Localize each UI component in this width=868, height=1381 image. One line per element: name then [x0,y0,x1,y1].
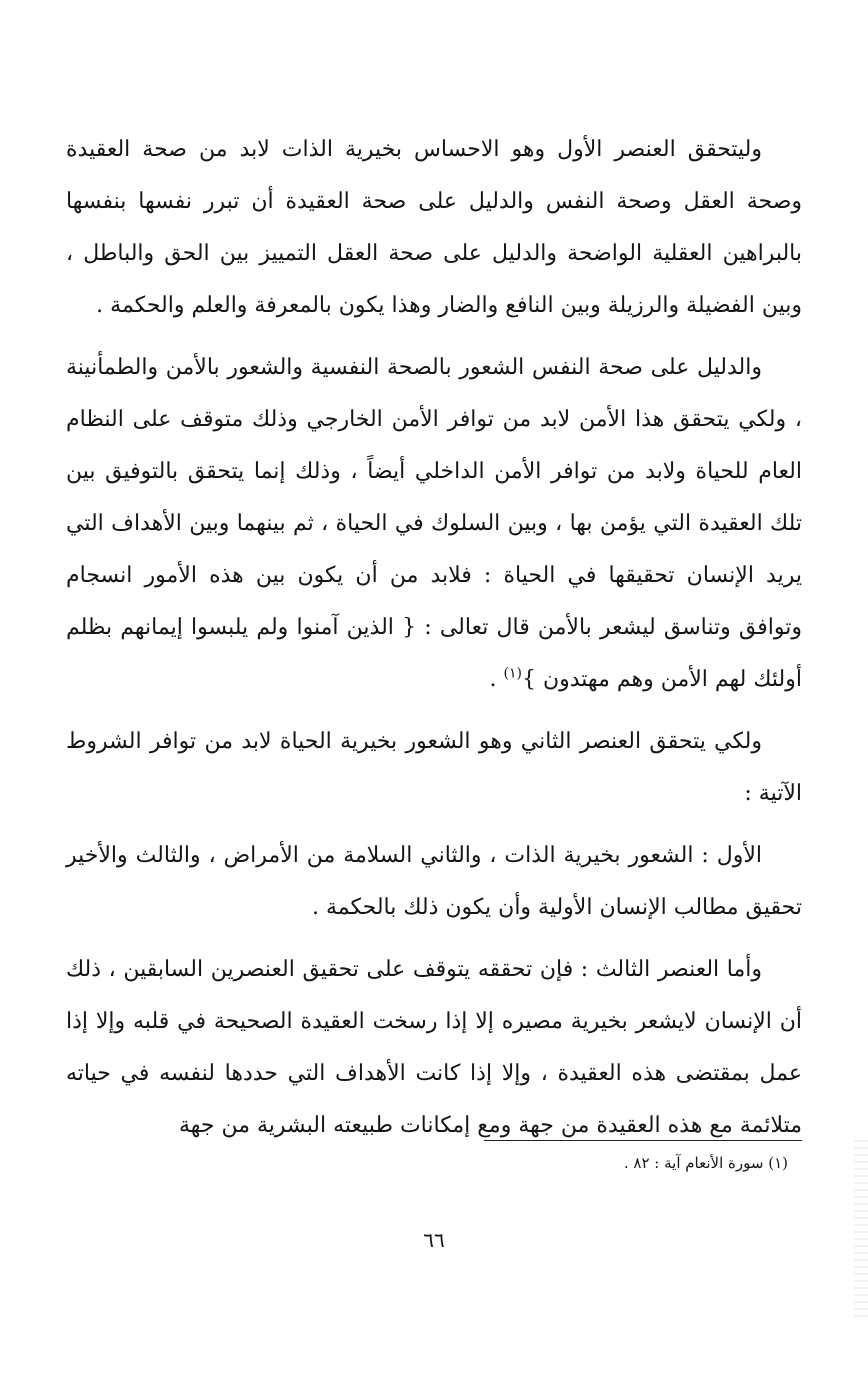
paragraph-1-text: وليتحقق العنصر الأول وهو الاحساس بخيرية الذات لابد من صحة العقيدة وصحة العقل وصحة النفس والدليل على صحة العقيدة أن تبرر نفسها بنفسها بالبراهين العقلية الواضحة والدليل على صحة العقل التمييز بين الحق والباطل ، وبين الفضيلة والرزيلة وبين النافع والضار وهذا يكون بالمعرفة والعلم والحكمة . [66,137,802,318]
paragraph-2 [66,342,802,706]
paragraph-3-text: ولكي يتحقق العنصر الثاني وهو الشعور بخيرية الحياة لابد من توافر الشروط الآتية : [66,729,802,806]
paragraph-1 [66,124,802,332]
paragraph-4-text: الأول : الشعور بخيرية الذات ، والثاني السلامة من الأمراض ، والثالث والأخير تحقيق مطالب الإنسان الأولية وأن يكون ذلك بالحكمة . [66,843,802,920]
page-number: ٦٦ [423,1228,445,1252]
paragraph-5 [66,944,802,1152]
footnote-separator [484,1140,802,1141]
paragraph-4 [66,830,802,934]
body-text [66,124,802,1152]
paragraph-2-text: والدليل على صحة النفس الشعور بالصحة النفسية والشعور بالأمن والطمأنينة ، ولكي يتحقق هذا الأمن لابد من توافر الأمن الخارجي وذلك متوقف على النظام العام للحياة ولابد من توافر الأمن الداخلي أيضاً ، وذلك إنما يتحقق بالتوفيق بين تلك العقيدة التي يؤمن بها ، وبين السلوك في الحياة ، ثم بينهما وبين الأهداف التي يريد الإنسان تحقيقها في الحياة : فلابد من أن يكون بين هذه الأمور انسجام وتوافق وتناسق ليشعر بالأمن قال تعالى : { الذين آمنوا ولم يلبسوا إيمانهم بظلم أولئك لهم الأمن وهم مهتدون } [66,355,802,692]
footnote: (١) سورة الأنعام آية : ٨٢ . [623,1154,788,1172]
paragraph-2-end: . [489,667,504,692]
footnote-reference: (١) [503,665,522,682]
paragraph-5-text: وأما العنصر الثالث : فإن تحققه يتوقف على تحقيق العنصرين السابقين ، ذلك أن الإنسان لايشعر بخيرية مصيره إلا إذا رسخت العقيدة الصحيحة في قلبه وإلا إذا عمل بمقتضى هذه العقيدة ، وإلا إذا كانت الأهداف التي حددها لنفسه في حياته متلائمة مع هذه العقيدة من جهة ومع إمكانات طبيعته البشرية من جهة [66,957,802,1138]
scan-edge-texture [854,1140,868,1320]
paragraph-3 [66,716,802,820]
